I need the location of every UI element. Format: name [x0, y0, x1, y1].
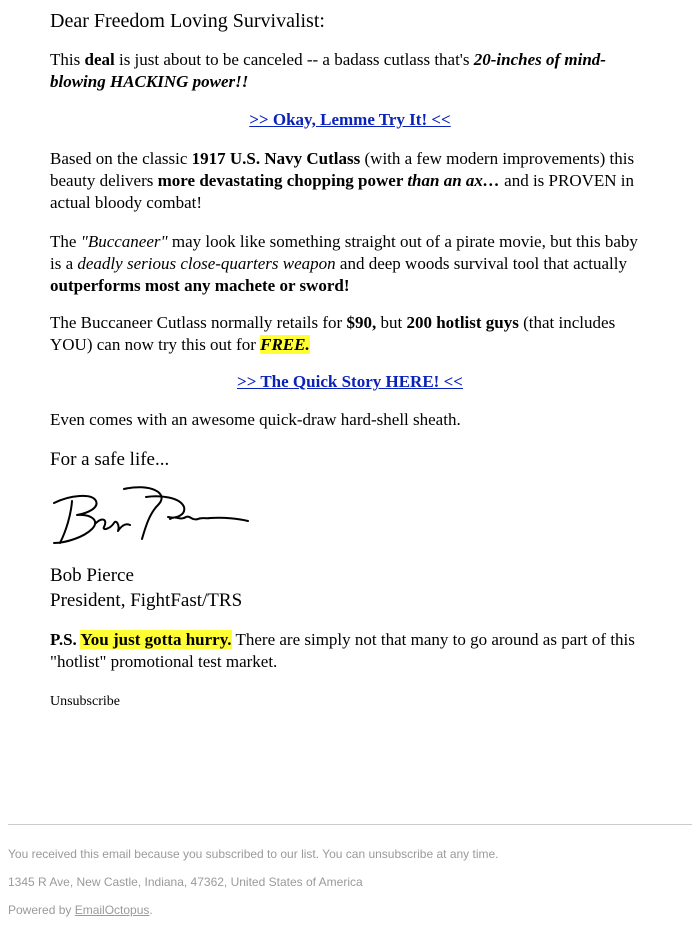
sender-title: President, FightFast/TRS [50, 590, 243, 611]
signature-image [50, 485, 260, 550]
paragraph-cutlass: Based on the classic 1917 U.S. Navy Cutlass (with a few modern improvements) this beauty delivers more devastating chopping power than an ax… and is PROVEN in actual bloody combat! [50, 149, 635, 212]
paragraph-price: The Buccaneer Cutlass normally retails for $90, but 200 hotlist guys (that includes YOU) can now try this out for FREE. [50, 313, 616, 354]
cta-link-row-2 [50, 371, 650, 393]
unsubscribe-row [50, 689, 650, 711]
sender-address: 1345 R Ave, New Castle, Indiana, 47362, United States of America [8, 875, 363, 889]
powered-by: Powered by EmailOctopus. [8, 903, 153, 917]
paragraph-deal: This deal is just about to be canceled -- a badass cutlass that's 20-inches of mind-blowing HACKING power!! [50, 50, 606, 91]
email-footer [8, 824, 692, 917]
paragraph-buccaneer: The "Buccaneer" may look like something straight out of a pirate movie, but this baby is a deadly serious close-quarters weapon and deep woods survival tool that actually outperforms most any machete or sword! [50, 232, 638, 295]
try-it-link[interactable]: >> Okay, Lemme Try It! << [249, 110, 451, 129]
closing-line: For a safe life... [50, 449, 170, 470]
paragraph-sheath: Even comes with an awesome quick-draw hard-shell sheath. [50, 410, 461, 429]
emailoctopus-link[interactable]: EmailOctopus [74, 903, 150, 917]
unsubscribe-link[interactable]: Unsubscribe [50, 694, 120, 709]
subscription-notice: You received this email because you subscribed to our list. You can unsubscribe at any time. [8, 847, 499, 861]
greeting: Dear Freedom Loving Survivalist: [50, 10, 325, 32]
cta-link-row-1 [50, 109, 650, 131]
quick-story-link[interactable]: >> The Quick Story HERE! << [237, 372, 463, 391]
hurry-highlight: You just gotta hurry. [80, 630, 232, 649]
free-highlight: FREE. [260, 335, 310, 354]
postscript: P.S. You just gotta hurry. There are simply not that many to go around as part of this "hotlist" promotional test market. [50, 630, 635, 671]
sender-name: Bob Pierce [50, 565, 134, 586]
